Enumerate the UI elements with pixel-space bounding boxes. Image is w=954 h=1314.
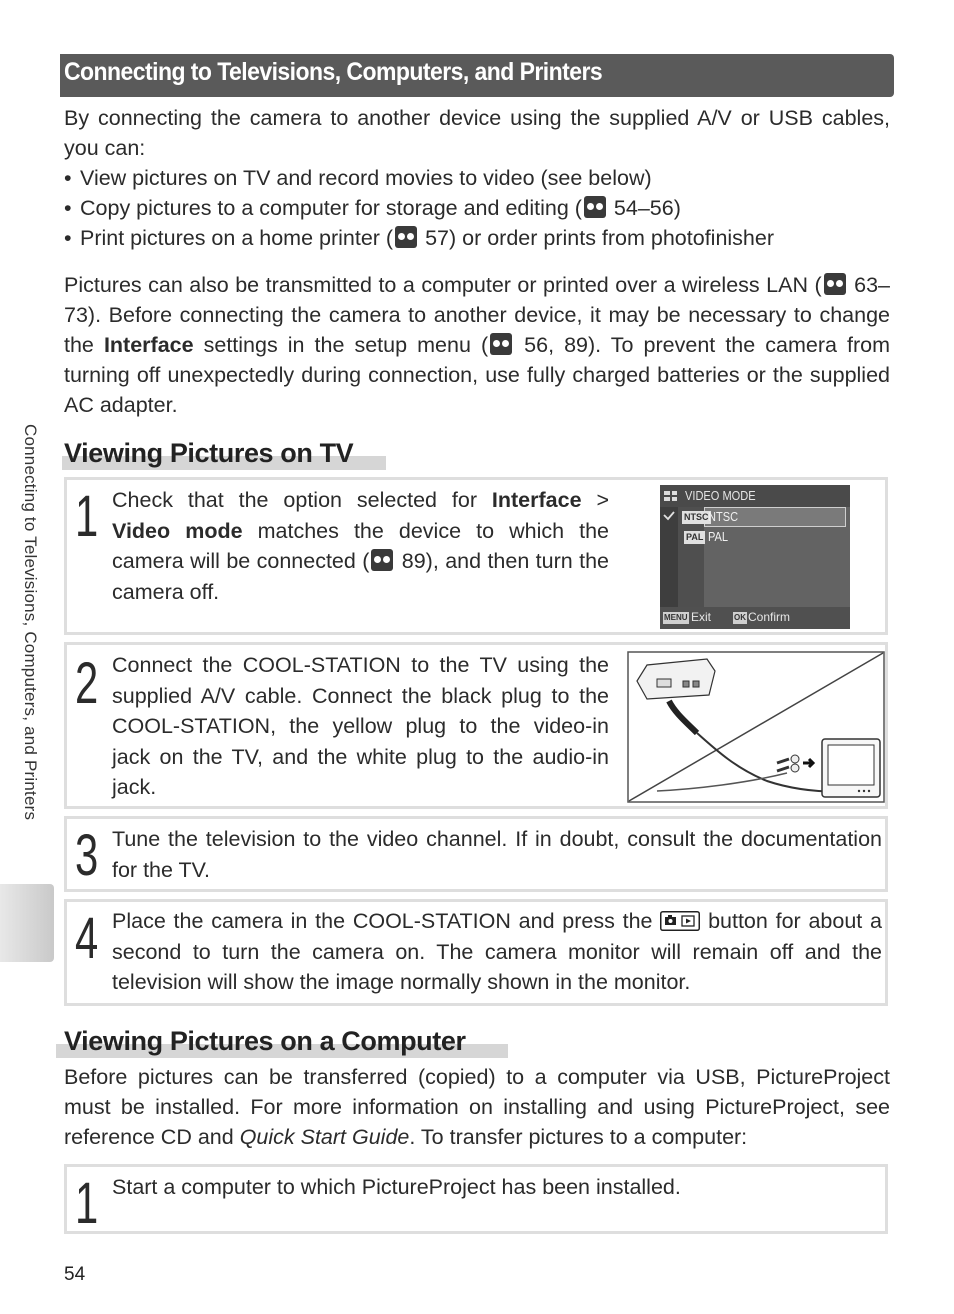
page-reference-icon (371, 549, 393, 571)
step-box (64, 816, 888, 892)
menu-option-ntsc[interactable]: NTSC (708, 509, 739, 524)
menu-title: VIDEO MODE (685, 488, 756, 503)
page-reference-icon (490, 333, 512, 355)
camera-play-button-icon (660, 911, 700, 931)
wireless-paragraph: Pictures can also be transmitted to a computer or printed over a wireless LAN ( 63–73). Before connecting the camera to another device, it may be necessary to change the Interface settings in the setup menu ( 56, 89). To prevent the camera from turning off unexpectedly during connection, use fully charged batteries or the supplied AC adapter. (64, 273, 890, 417)
page-number: 54 (64, 1264, 86, 1285)
step-text: Connect the COOL-STATION to the TV using the supplied A/V cable. Connect the black plug to the COOL-STATION, the yellow plug to the video-in jack on the TV, and the white plug to the audio-in jack. (112, 653, 609, 799)
check-icon (663, 511, 675, 521)
bullet-text: View pictures on TV and record movies to video (see below) (80, 166, 652, 190)
step-number: 1 (75, 484, 99, 549)
page-reference-icon (395, 226, 417, 248)
step-text: Check that the option selected for Interface > Video mode matches the device to which the camera will be connected ( 89), and then turn the camera off. (112, 488, 610, 604)
section-heading-tv: Viewing Pictures on TV (64, 438, 354, 468)
menu-key-icon: MENU (664, 613, 688, 622)
video-mode-menu-screenshot (660, 485, 850, 629)
step-text: Start a computer to which PictureProject has been installed. (112, 1175, 681, 1199)
computer-intro-paragraph: Before pictures can be transferred (copied) to a computer via USB, PictureProject must be installed. For more information on installing and using PictureProject, see reference CD and Quick Start Guide. To transfer pictures to a computer: (64, 1065, 890, 1149)
cool-station-tv-diagram (627, 651, 885, 803)
list-item: • Copy pictures to a computer for storage and editing ( 54–56) (64, 196, 681, 220)
page-reference-icon (584, 196, 606, 218)
quick-start-guide-title: Quick Start Guide (239, 1125, 410, 1149)
side-tab (0, 884, 54, 962)
page-reference-icon (824, 273, 846, 295)
step-number: 2 (75, 651, 99, 716)
step-text: Place the camera in the COOL-STATION and press the button for about a second to turn the camera on. The camera monitor will remain off and the television will show the image normally shown in the monitor. (112, 909, 882, 994)
step-box (64, 642, 888, 809)
pal-option-icon: PAL (686, 532, 704, 542)
menu-exit-label[interactable]: Exit (691, 610, 712, 624)
step-number: 1 (75, 1171, 99, 1236)
intro-block (64, 103, 890, 253)
step-box (64, 477, 888, 635)
ntsc-option-icon: NTSC (684, 512, 709, 522)
page-title: Connecting to Televisions, Computers, and Printers (64, 58, 603, 86)
section-heading-computer: Viewing Pictures on a Computer (64, 1026, 466, 1056)
interface-term: Interface (103, 333, 194, 357)
ok-key-icon: OK (734, 613, 746, 622)
television-illustration (822, 739, 880, 797)
menu-confirm-label[interactable]: Confirm (748, 610, 791, 624)
intro-bullets (64, 163, 890, 253)
side-chapter-label: Connecting to Televisions, Computers, and Printers (21, 424, 40, 821)
intro-text: By connecting the camera to another device using the supplied A/V or USB cables, you can: (64, 106, 890, 160)
setup-menu-icon (663, 489, 679, 503)
list-item: • View pictures on TV and record movies to video (see below) (64, 166, 652, 190)
step-number: 3 (75, 823, 99, 888)
menu-option-pal[interactable]: PAL (708, 529, 729, 544)
list-item: • Print pictures on a home printer ( 57) or order prints from photofinisher (64, 226, 775, 250)
step-text: Tune the television to the video channel. If in doubt, consult the documentation for the TV. (112, 827, 882, 882)
cool-station-illustration (637, 659, 715, 699)
step-box (64, 1164, 888, 1234)
step-box (64, 899, 888, 1006)
step-number: 4 (75, 906, 99, 971)
